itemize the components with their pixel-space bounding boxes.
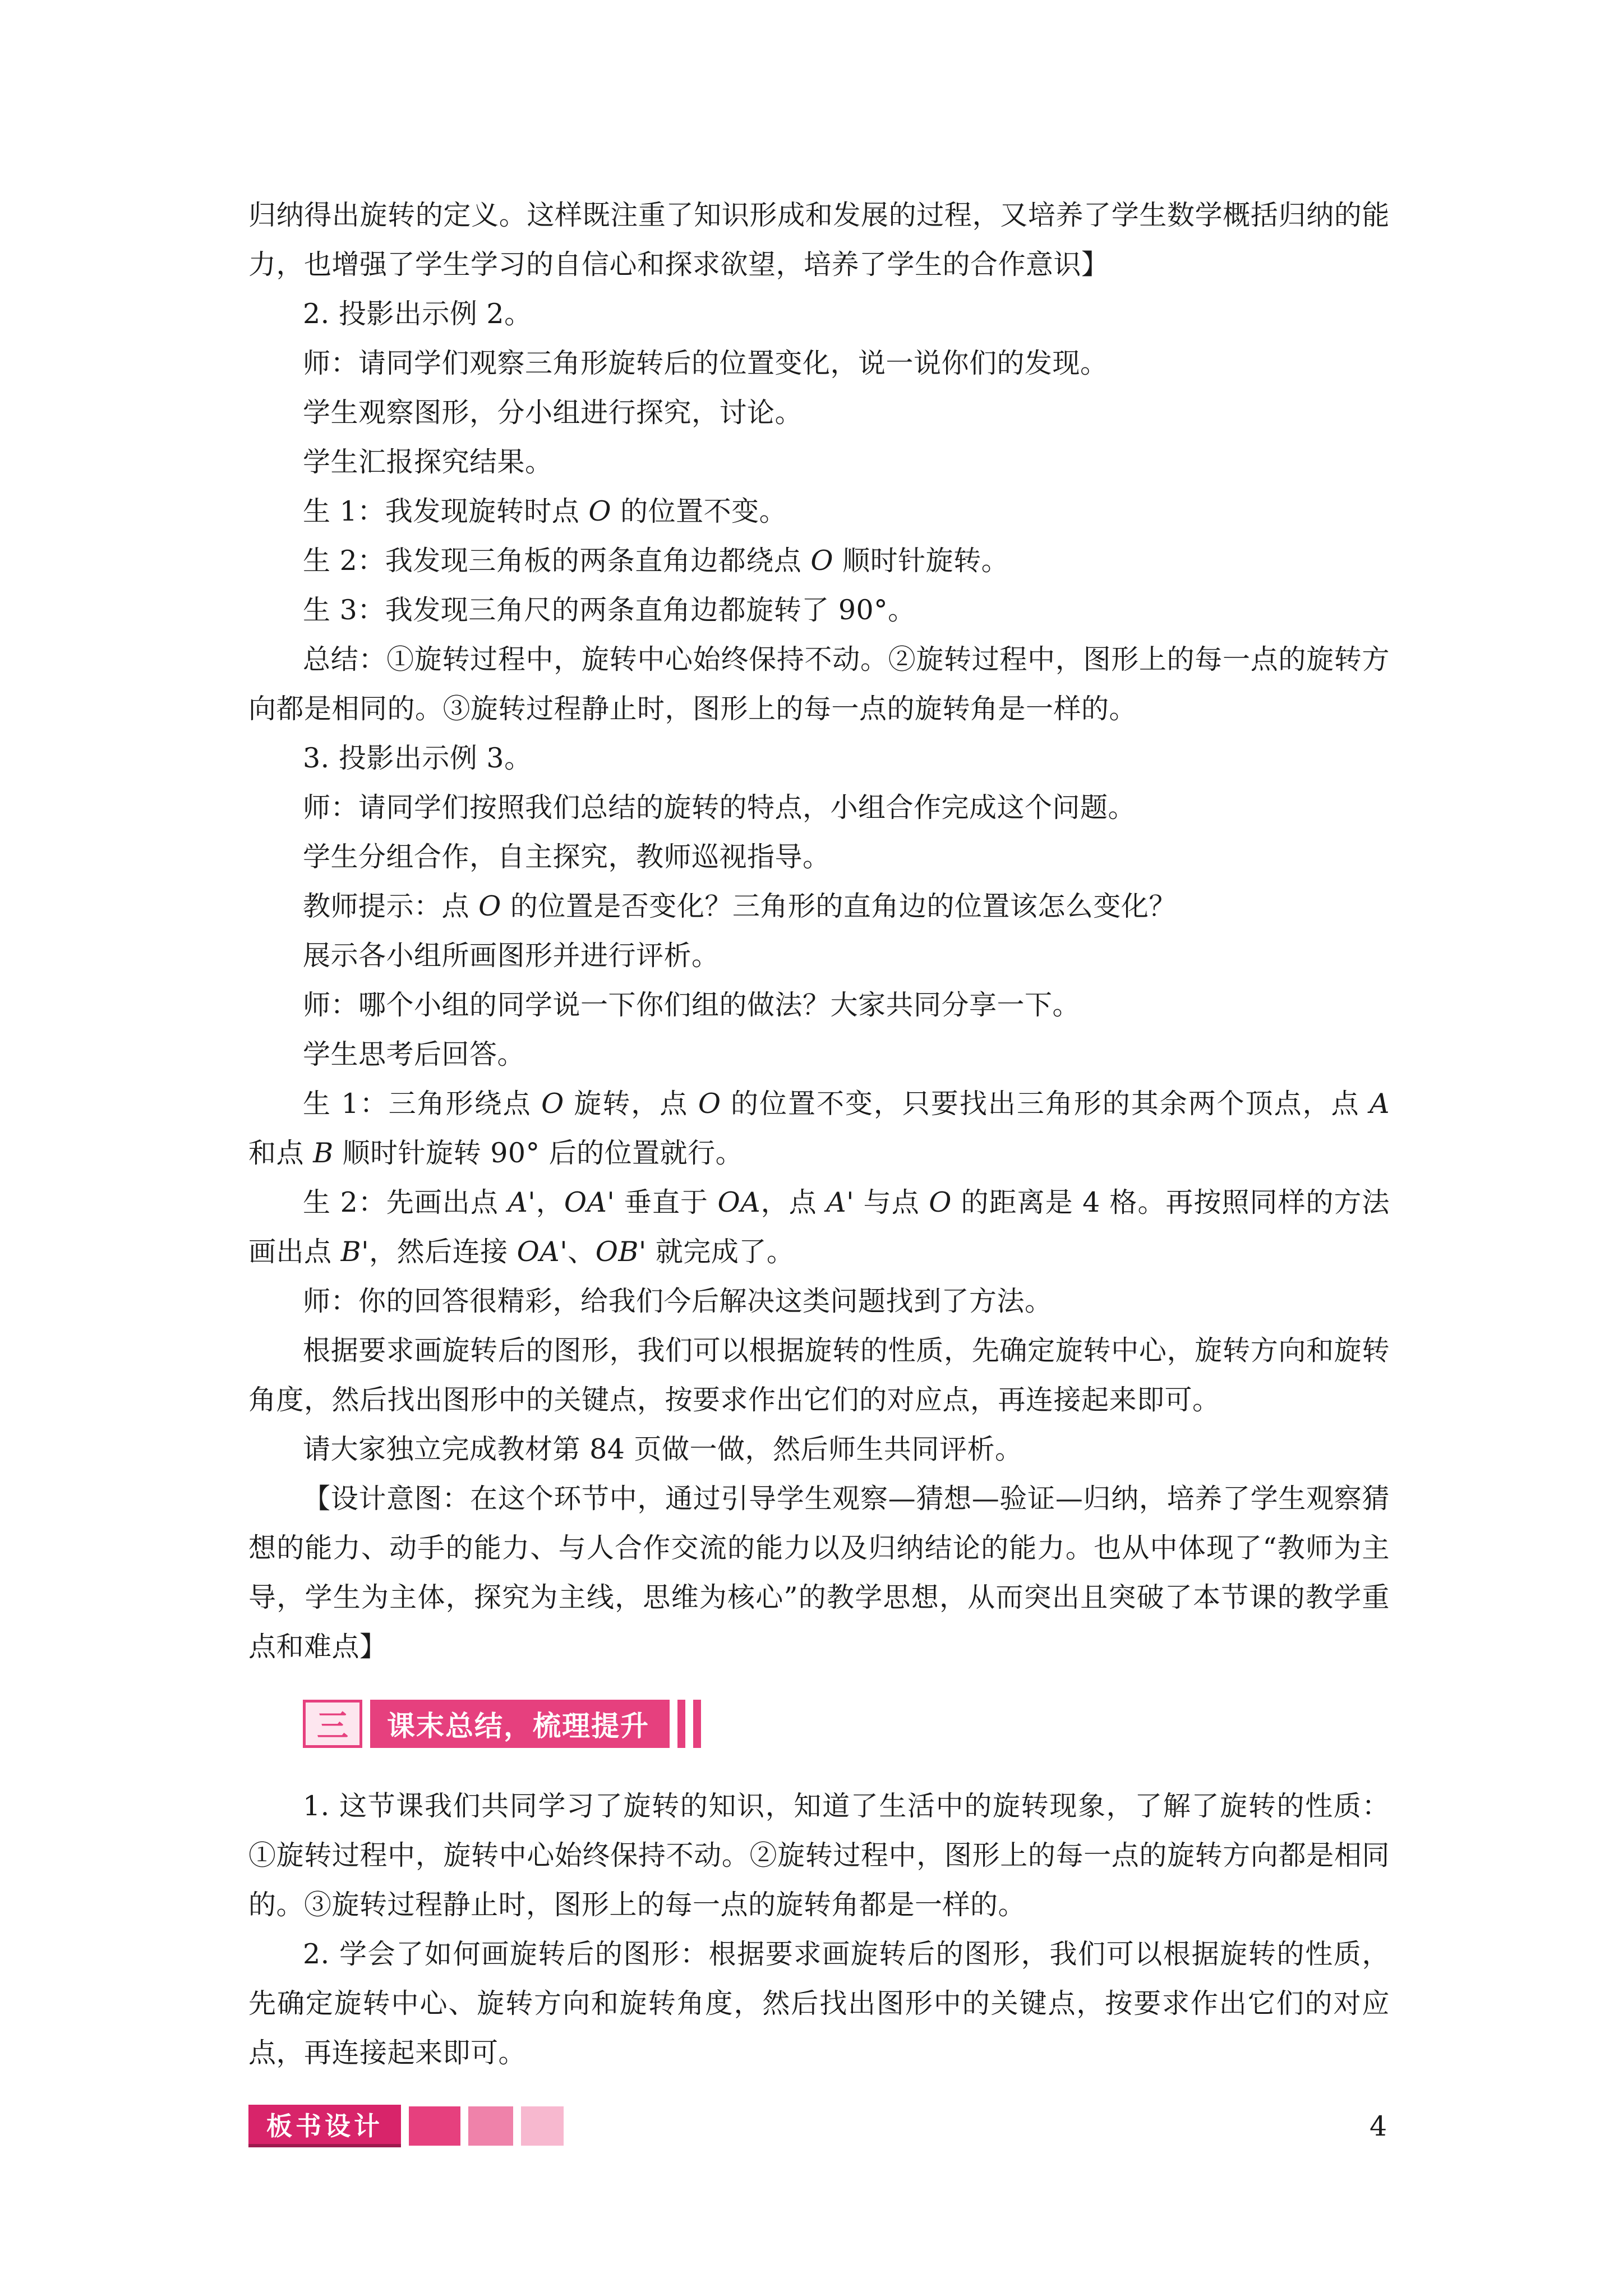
lesson-body bbox=[248, 191, 1390, 1672]
text-segment: 教师提示：点 bbox=[303, 890, 479, 922]
decorative-square bbox=[521, 2106, 564, 2146]
text-segment: 就完成了。 bbox=[646, 1236, 795, 1268]
body-paragraph: 师：请同学们按照我们总结的旋转的特点，小组合作完成这个问题。 bbox=[303, 792, 1136, 823]
decorative-square bbox=[409, 2106, 460, 2146]
math-variable: OA' bbox=[564, 1186, 615, 1218]
page-content bbox=[248, 191, 1390, 2147]
text-segment: ， bbox=[536, 1186, 564, 1218]
body-paragraph: 学生分组合作，自主探究，教师巡视指导。 bbox=[303, 841, 831, 873]
section-title: 课末总结，梳理提升 bbox=[370, 1700, 670, 1748]
text-segment: 生 2：我发现三角板的两条直角边都绕点 bbox=[303, 545, 811, 577]
body-paragraph: 【设计意图：在这个环节中，通过引导学生观察—猜想—验证—归纳，培养了学生观察猜想的能力、动手的能力、与人合作交流的能力以及归纳结论的能力。也从中体现了“教师为主导，学生为主体，探究为主线，思维为核心”的教学思想，从而突出且突破了本节课的教学重点和难点】 bbox=[248, 1483, 1390, 1663]
summary-paragraph: 1. 这节课我们共同学习了旋转的知识，知道了生活中的旋转现象，了解了旋转的性质：①旋转过程中，旋转中心始终保持不动。②旋转过程中，图形上的每一点的旋转方向都是相同的。③旋转过程静止时，图形上的每一点的旋转角都是一样的。 bbox=[248, 1790, 1390, 1921]
body-paragraph bbox=[248, 1178, 1390, 1277]
body-paragraph bbox=[248, 536, 1390, 586]
body-paragraph: 师：请同学们观察三角形旋转后的位置变化，说一说你们的发现。 bbox=[303, 347, 1108, 379]
section-stripe-decoration bbox=[693, 1700, 701, 1748]
text-segment: 与点 bbox=[854, 1186, 929, 1218]
math-variable: O bbox=[541, 1088, 564, 1120]
body-paragraph: 展示各小组所画图形并进行评析。 bbox=[303, 940, 720, 972]
board-design-heading bbox=[248, 2105, 1390, 2147]
math-variable: B bbox=[313, 1137, 334, 1169]
body-paragraph: 请大家独立完成教材第 84 页做一做，然后师生共同评析。 bbox=[303, 1433, 1023, 1465]
math-variable: A bbox=[1370, 1088, 1390, 1120]
body-paragraph bbox=[248, 487, 1390, 536]
math-variable: OA' bbox=[517, 1236, 568, 1268]
body-paragraph: 师：你的回答很精彩，给我们今后解决这类问题找到了方法。 bbox=[303, 1285, 1053, 1317]
math-variable: A' bbox=[826, 1186, 855, 1218]
body-paragraph: 归纳得出旋转的定义。这样既注重了知识形成和发展的过程，又培养了学生数学概括归纳的能力，也增强了学生学习的自信心和探求欲望，培养了学生的合作意识】 bbox=[248, 199, 1390, 280]
section-stripe-decoration bbox=[677, 1700, 685, 1748]
text-segment: ，然后连接 bbox=[369, 1236, 517, 1268]
math-variable: O bbox=[810, 545, 833, 577]
math-variable: O bbox=[698, 1088, 721, 1120]
summary-paragraph: 2. 学会了如何画旋转后的图形：根据要求画旋转后的图形，我们可以根据旋转的性质，先确定旋转中心、旋转方向和旋转角度，然后找出图形中的关键点，按要求作出它们的对应点，再连接起来即可。 bbox=[248, 1938, 1390, 2069]
text-segment: 顺时针旋转。 bbox=[833, 545, 1009, 577]
text-segment: 和点 bbox=[248, 1137, 313, 1169]
body-paragraph: 生 3：我发现三角尺的两条直角边都旋转了 90°。 bbox=[303, 594, 916, 626]
text-segment: 的距离是 4 格。再按照同样的方法画出点 bbox=[248, 1186, 1390, 1268]
body-paragraph: 师：哪个小组的同学说一下你们组的做法？大家共同分享一下。 bbox=[303, 989, 1081, 1021]
decorative-square bbox=[468, 2106, 513, 2146]
body-paragraph: 根据要求画旋转后的图形，我们可以根据旋转的性质，先确定旋转中心，旋转方向和旋转角度，然后找出图形中的关键点，按要求作出它们的对应点，再连接起来即可。 bbox=[248, 1335, 1390, 1416]
body-paragraph: 学生观察图形，分小组进行探究，讨论。 bbox=[303, 397, 803, 429]
body-paragraph: 2. 投影出示例 2。 bbox=[303, 298, 532, 330]
body-paragraph: 总结：①旋转过程中，旋转中心始终保持不动。②旋转过程中，图形上的每一点的旋转方向都是相同的。③旋转过程静止时，图形上的每一点的旋转角是一样的。 bbox=[248, 643, 1390, 725]
section-number: 三 bbox=[303, 1700, 362, 1748]
text-segment: 旋转，点 bbox=[564, 1088, 698, 1120]
text-segment: ，点 bbox=[760, 1186, 827, 1218]
body-paragraph: 3. 投影出示例 3。 bbox=[303, 742, 532, 774]
body-paragraph bbox=[248, 882, 1390, 931]
text-segment: 、 bbox=[568, 1236, 596, 1268]
math-variable: O bbox=[929, 1186, 952, 1218]
math-variable: B' bbox=[340, 1236, 370, 1268]
text-segment: 垂直于 bbox=[615, 1186, 718, 1218]
body-paragraph bbox=[248, 1079, 1390, 1178]
math-variable: OA bbox=[717, 1186, 761, 1218]
text-segment: 生 1：我发现旋转时点 bbox=[303, 495, 589, 527]
text-segment: 生 1：三角形绕点 bbox=[303, 1088, 542, 1120]
body-paragraph: 学生思考后回答。 bbox=[303, 1038, 525, 1070]
body-paragraph: 学生汇报探究结果。 bbox=[303, 446, 553, 478]
math-variable: OB' bbox=[595, 1236, 647, 1268]
text-segment: 的位置是否变化？三角形的直角边的位置该怎么变化？ bbox=[501, 890, 1177, 922]
math-variable: A' bbox=[508, 1186, 536, 1218]
text-segment: 生 2：先画出点 bbox=[303, 1186, 508, 1218]
section-heading bbox=[303, 1700, 1390, 1748]
text-segment: 的位置不变，只要找出三角形的其余两个顶点，点 bbox=[721, 1088, 1370, 1120]
page-number: 4 bbox=[1370, 2110, 1387, 2142]
math-variable: O bbox=[478, 890, 501, 922]
math-variable: O bbox=[588, 495, 611, 527]
text-segment: 的位置不变。 bbox=[611, 495, 787, 527]
board-design-label: 板书设计 bbox=[248, 2105, 401, 2147]
text-segment: 顺时针旋转 90° 后的位置就行。 bbox=[333, 1137, 744, 1169]
